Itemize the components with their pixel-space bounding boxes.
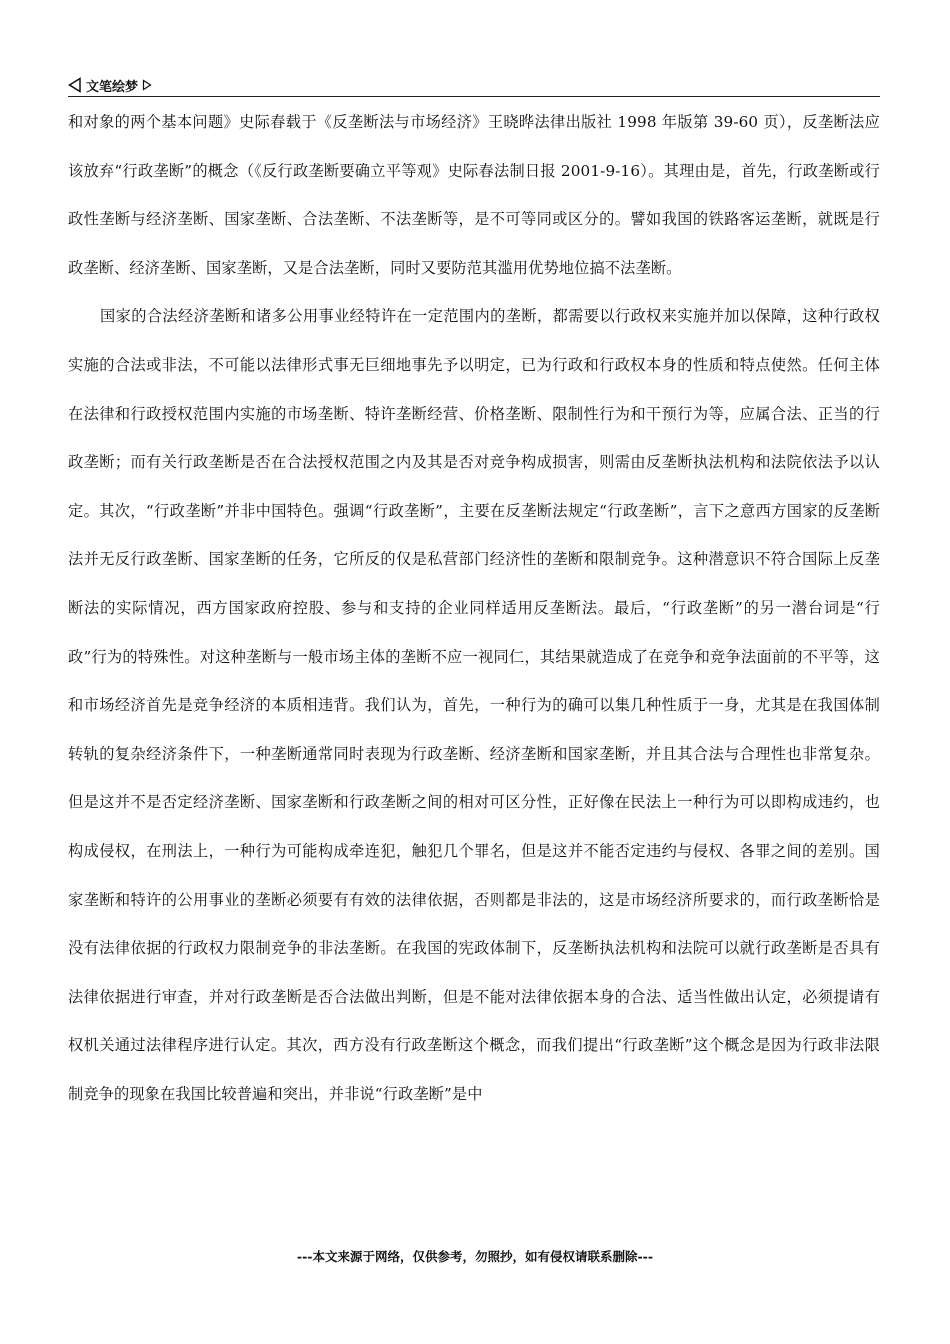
document-body <box>68 98 880 1118</box>
paragraph: 和对象的两个基本问题》史际春载于《反垄断法与市场经济》王晓晔法律出版社 1998 年版第 39-60 页），反垄断法应该放弃“行政垄断”的概念（《反行政垄断要确立平等观》史际春法制日报 2001-9-16）。其理由是，首先，行政垄断或行政性垄断与经济垄断、国家垄断、合法垄断、不法垄断等，是不可等同或区分的。譬如我国的铁路客运垄断，就既是行政垄断、经济垄断、国家垄断，又是合法垄断，同时又要防范其滥用优势地位搞不法垄断。 <box>68 113 880 277</box>
triangle-left-outline-icon <box>68 77 82 93</box>
header-divider <box>68 96 880 97</box>
brand-logo <box>68 76 152 95</box>
paragraph: 国家的合法经济垄断和诸多公用事业经特许在一定范围内的垄断，都需要以行政权来实施并加以保障，这种行政权实施的合法或非法，不可能以法律形式事无巨细地事先予以明定，已为行政和行政权本身的性质和特点使然。任何主体在法律和行政授权范围内实施的市场垄断、特许垄断经营、价格垄断、限制性行为和干预行为等，应属合法、正当的行政垄断；而有关行政垄断是否在合法授权范围之内及其是否对竞争构成损害，则需由反垄断执法机构和法院依法予以认定。其次，“行政垄断”并非中国特色。强调“行政垄断”，主要在反垄断法规定“行政垄断”，言下之意西方国家的反垄断法并无反行政垄断、国家垄断的任务，它所反的仅是私营部门经济性的垄断和限制竞争。这种潜意识不符合国际上反垄断法的实际情况，西方国家政府控股、参与和支持的企业同样适用反垄断法。最后，“行政垄断”的另一潜台词是“行政”行为的特殊性。对这种垄断与一般市场主体的垄断不应一视同仁，其结果就造成了在竞争和竞争法面前的不平等，这和市场经济首先是竞争经济的本质相违背。我们认为，首先，一种行为的确可以集几种性质于一身，尤其是在我国体制转轨的复杂经济条件下，一种垄断通常同时表现为行政垄断、经济垄断和国家垄断，并且其合法与合理性也非常复杂。但是这并不是否定经济垄断、国家垄断和行政垄断之间的相对可区分性，正好像在民法上一种行为可以即构成违约，也构成侵权，在刑法上，一种行为可能构成牵连犯，触犯几个罪名，但是这并不能否定违约与侵权、各罪之间的差别。国家垄断和特许的公用事业的垄断必须要有有效的法律依据，否则都是非法的，这是市场经济所要求的，而行政垄断恰是没有法律依据的行政权力限制竞争的非法垄断。在我国的宪政体制下，反垄断执法机构和法院可以就行政垄断是否具有法律依据进行审查，并对行政垄断是否合法做出判断，但是不能对法律依据本身的合法、适当性做出认定，必须提请有权机关通过法律程序进行认定。其次，西方没有行政垄断这个概念，而我们提出“行政垄断”这个概念是因为行政非法限制竞争的现象在我国比较普遍和突出，并非说“行政垄断”是中 <box>68 307 880 1103</box>
triangle-right-outline-icon <box>142 79 152 91</box>
brand-name: 文笔绘梦 <box>86 79 139 95</box>
footer-disclaimer: ---本文来源于网络，仅供参考，勿照抄，如有侵权请联系删除--- <box>296 1249 654 1264</box>
page-header <box>68 74 880 96</box>
